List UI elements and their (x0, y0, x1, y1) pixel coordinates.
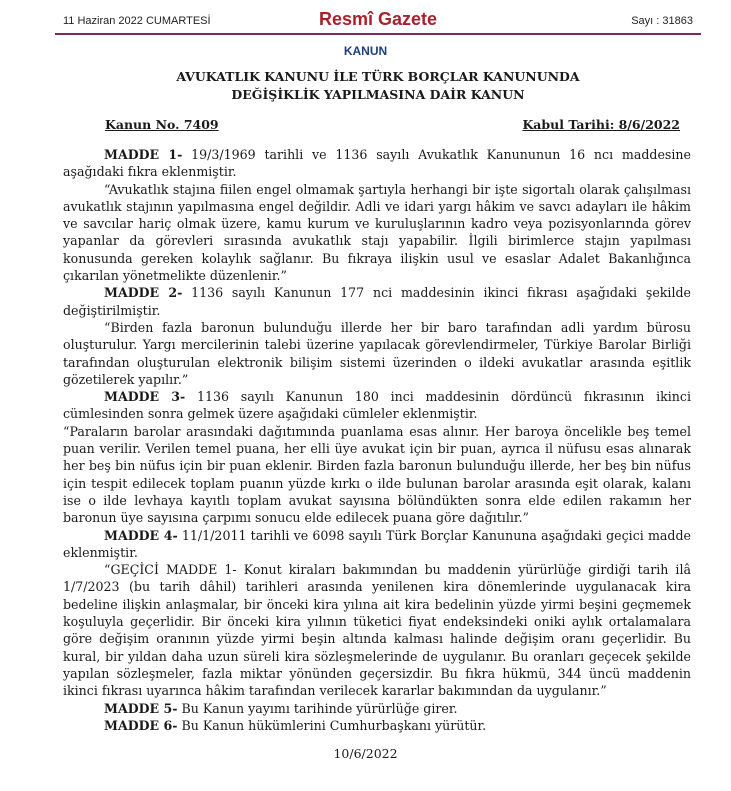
gazette-masthead (55, 8, 701, 34)
law-body (63, 146, 691, 734)
law-number: Kanun No. 7409 (105, 117, 219, 132)
article-label: MADDE 4- (104, 527, 178, 543)
article-text: 19/3/1969 tarihli ve 1136 sayılı Avukatlık Kanununun 16 ncı maddesine aşağıdaki fıkra eklenmiştir. (63, 147, 691, 180)
article-text: 1136 sayılı Kanunun 180 inci maddesinin dördüncü fıkrasının ikinci cümlesinden sonra gelmek üzere aşağıdaki cümleler eklenmiştir. (63, 389, 691, 422)
article-4-quote: “GEÇİCİ MADDE 1- Konut kiraları bakımından bu maddenin yürürlüğe girdiği tarih ilâ 1/7/2023 (bu tarih dâhil) tarihleri arasında yenilenen kira dönemlerinde uygulanacak kira bedeline ilişkin anlaşmalar, bir önceki kira yılına ait kira bedelinin yüzde yirmi beşini geçmemek koşuluyla geçerlidir. Bir önceki kira yılının tüketici fiyat endeksindeki oniki aylık ortalamalara göre değişim oranının yüzde yirmi beşin altında kalması halinde değişim oranı geçerlidir. Bu kural, bir yıldan daha uzun süreli kira sözleşmelerinde de uygulanır. Bu oranları geçecek şekilde yapılan sözleşmeler, fazla miktar yönünden geçersizdir. Bu fıkra hükmü, 344 üncü maddenin ikinci fıkrası uyarınca hâkim tarafından verilecek kararlar bakımından da uygulanır.” (63, 562, 691, 699)
article-text: Bu Kanun hükümlerini Cumhurbaşkanı yürütür. (177, 717, 487, 733)
article-5 (63, 700, 691, 717)
article-label: MADDE 6- (104, 717, 178, 733)
law-title (60, 68, 696, 104)
article-text: 1136 sayılı Kanunun 177 nci maddesinin ikinci fıkrası aşağıdaki şekilde değiştirilmiştir. (63, 285, 691, 318)
article-4 (63, 527, 691, 562)
article-3-quote: “Paraların barolar arasındaki dağıtımında puanlama esas alınır. Her baroya öncelikle beş temel puan verilir. Verilen temel puana, her elli üye avukat için bir puan, ayrıca il nüfusu esas alınarak her beş bin nüfus için bir puan eklenir. Birden fazla baronun bulunduğu illerde, her beş bin nüfus için tespit edilecek toplam puanın yüzde kırkı o ilde bulunan barolar arasında eşit olarak, kalanı ise o ilde levhaya kayıtlı toplam avukat sayısına bölündükten sonra elde edilen rakamın her baronun üye sayısına çarpımı sonucu elde edilecek puana göre dağıtılır.” (63, 423, 691, 526)
article-3 (63, 388, 691, 423)
document-type: KANUN (343, 44, 388, 58)
article-1 (63, 146, 691, 181)
acceptance-date: Kabul Tarihi: 8/6/2022 (522, 117, 680, 132)
article-2-quote: “Birden fazla baronun bulunduğu illerde her bir baro tarafından adli yardım bürosu oluşturulur. Yargı mercilerinin talebi üzerine yapılacak görevlendirmeler, Türkiye Barolar Birliği tarafından oluşturulan elektronik bilişim sistemi üzerinden o ildeki avukatlar arasında eşitlik gözetilerek yapılır.” (63, 319, 691, 387)
law-title-line-1: AVUKATLIK KANUNU İLE TÜRK BORÇLAR KANUNUNDA (176, 69, 580, 84)
article-text: 11/1/2011 tarihli ve 6098 sayılı Türk Borçlar Kanununa aşağıdaki geçici madde eklenmiştir. (63, 527, 691, 560)
law-title-line-2: DEĞİŞİKLİK YAPILMASINA DAİR KANUN (231, 87, 525, 102)
article-2 (63, 284, 691, 319)
article-6 (63, 717, 691, 734)
issue-number: Sayı : 31863 (631, 15, 693, 27)
article-label: MADDE 5- (104, 700, 178, 716)
article-label: MADDE 3- (104, 389, 186, 405)
article-1-quote: “Avukatlık stajına fiilen engel olmamak şartıyla herhangi bir işte sigortalı olarak çalışılması avukatlık stajının yapılmasına engel değildir. Adli ve idari yargı hâkim ve savcı adayları ile hâkim ve savcılar hariç olmak üzere, kamu kurum ve kuruluşlarının kadro veya pozisyonlarında görev yapanlar da görevleri sırasında avukatlık stajı yapabilir. İlgili birimlerce stajın yapılması konusunda gereken kolaylık sağlanır. Bu fıkraya ilişkin usul ve esaslar Adalet Bakanlığınca çıkarılan yönetmelikte düzenlenir.” (63, 181, 691, 284)
article-label: MADDE 2- (104, 285, 183, 301)
signing-date: 10/6/2022 (333, 746, 398, 761)
article-text: Bu Kanun yayımı tarihinde yürürlüğe girer. (177, 700, 458, 716)
article-label: MADDE 1- (104, 147, 183, 162)
issue-date: 11 Haziran 2022 CUMARTESİ (63, 15, 211, 27)
gazette-title: Resmî Gazete (318, 9, 438, 29)
masthead-divider (55, 33, 701, 35)
